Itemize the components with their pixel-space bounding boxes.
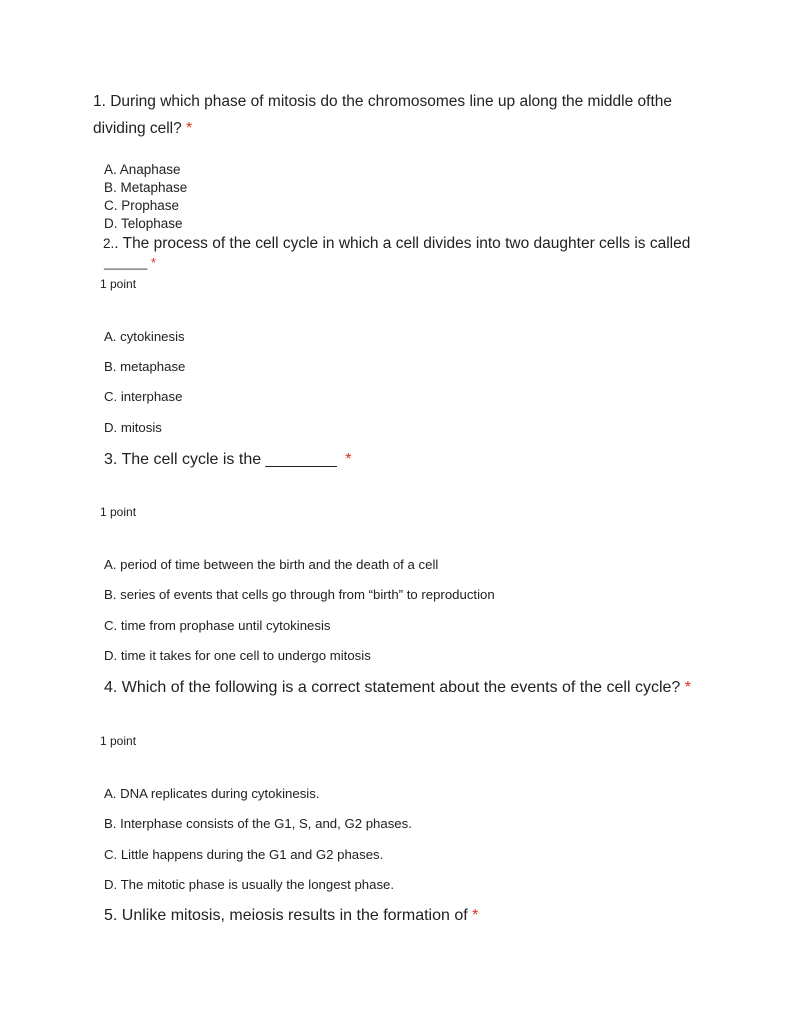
q4-points: 1 point: [100, 734, 137, 748]
required-asterisk: *: [151, 255, 157, 270]
q5-title: 5. Unlike mitosis, meiosis results in the formation of *: [104, 907, 479, 924]
q3-option-a[interactable]: A. period of time between the birth and the death of a cell: [104, 557, 439, 572]
q3-points: 1 point: [100, 505, 137, 519]
q2-option-c[interactable]: C. interphase: [104, 389, 183, 404]
q2-option-d[interactable]: D. mitosis: [104, 420, 162, 435]
q1-title-line1: 1. During which phase of mitosis do the chromosomes line up along the middle ofthe: [93, 93, 672, 110]
q4-title: 4. Which of the following is a correct statement about the events of the cell cycle? *: [104, 679, 691, 696]
required-asterisk: *: [472, 907, 479, 924]
q1-option-b[interactable]: B. Metaphase: [104, 180, 188, 195]
q1-option-c[interactable]: C. Prophase: [104, 198, 180, 213]
q3-title: 3. The cell cycle is the ________ *: [104, 451, 352, 468]
q3-option-d[interactable]: D. time it takes for one cell to undergo mitosis: [104, 648, 371, 663]
q2-title-line2: ______ *: [104, 255, 157, 270]
q3-option-b[interactable]: B. series of events that cells go through from “birth” to reproduction: [104, 587, 495, 602]
q4-option-d[interactable]: D. The mitotic phase is usually the longest phase.: [104, 877, 395, 892]
required-asterisk: *: [345, 451, 352, 468]
q2-option-b[interactable]: B. metaphase: [104, 359, 186, 374]
q2-title-line1: 2.. The process of the cell cycle in which a cell divides into two daughter cells is called: [103, 235, 691, 252]
required-asterisk: *: [684, 679, 691, 696]
required-asterisk: *: [186, 120, 193, 137]
q4-option-c[interactable]: C. Little happens during the G1 and G2 phases.: [104, 847, 384, 862]
q4-option-b[interactable]: B. Interphase consists of the G1, S, and, G2 phases.: [104, 816, 412, 831]
q2-points: 1 point: [100, 277, 137, 291]
q4-option-a[interactable]: A. DNA replicates during cytokinesis.: [104, 786, 320, 801]
q1-title-line2: dividing cell? *: [93, 120, 193, 137]
q1-option-a[interactable]: A. Anaphase: [104, 162, 181, 177]
q2-option-a[interactable]: A. cytokinesis: [104, 329, 185, 344]
q3-option-c[interactable]: C. time from prophase until cytokinesis: [104, 618, 331, 633]
q1-option-d[interactable]: D. Telophase: [104, 216, 183, 231]
